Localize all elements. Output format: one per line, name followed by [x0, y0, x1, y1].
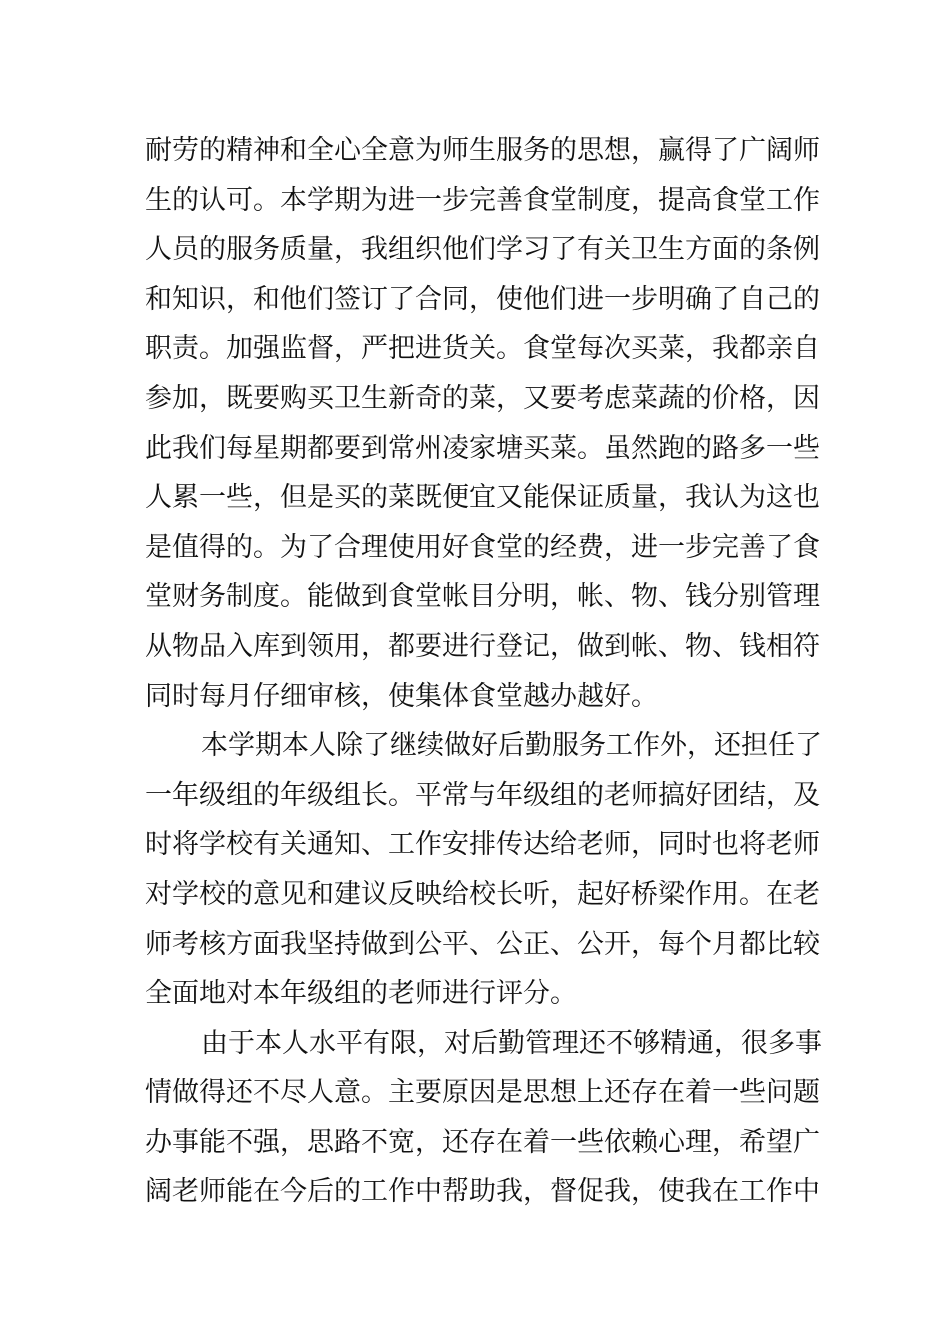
- text-line: 堂财务制度。能做到食堂帐目分明，帐、物、钱分别管理: [145, 581, 820, 613]
- text-line: 阔老师能在今后的工作中帮助我，督促我，使我在工作中: [145, 1176, 820, 1208]
- text-line: 办事能不强，思路不宽，还存在着一些依赖心理，希望广: [145, 1126, 820, 1158]
- text-line: 对学校的意见和建议反映给校长听，起好桥梁作用。在老: [145, 878, 820, 910]
- paragraph-start-line: 本学期本人除了继续做好后勤服务工作外，还担任了: [201, 730, 822, 762]
- text-line: 一年级组的年级组长。平常与年级组的老师搞好团结，及: [145, 779, 820, 811]
- text-line: 同时每月仔细审核，使集体食堂越办越好。: [145, 680, 658, 712]
- paragraph-start-line: 由于本人水平有限，对后勤管理还不够精通，很多事: [201, 1027, 822, 1059]
- text-line: 耐劳的精神和全心全意为师生服务的思想，赢得了广阔师: [145, 135, 820, 166]
- text-line: 和知识，和他们签订了合同，使他们进一步明确了自己的: [145, 283, 820, 315]
- document-body: [145, 126, 822, 1217]
- text-line: 此我们每星期都要到常州凌家塘买菜。虽然跑的路多一些: [145, 432, 820, 464]
- text-line: 是值得的。为了合理使用好食堂的经费，进一步完善了食: [145, 531, 820, 563]
- text-line: 时将学校有关通知、工作安排传达给老师，同时也将老师: [145, 829, 820, 861]
- text-line: 参加，既要购买卫生新奇的菜，又要考虑菜蔬的价格，因: [145, 382, 820, 414]
- text-line: 师考核方面我坚持做到公平、公正、公开，每个月都比较: [145, 928, 820, 960]
- text-line: 生的认可。本学期为进一步完善食堂制度，提高食堂工作: [145, 184, 820, 216]
- text-line: 全面地对本年级组的老师进行评分。: [145, 978, 577, 1010]
- text-line: 职责。加强监督，严把进货关。食堂每次买菜，我都亲自: [145, 333, 820, 365]
- text-line: 人员的服务质量，我组织他们学习了有关卫生方面的条例: [145, 234, 820, 266]
- text-line: 情做得还不尽人意。主要原因是思想上还存在着一些问题: [145, 1077, 820, 1109]
- text-line: 人累一些，但是买的菜既便宜又能保证质量，我认为这也: [145, 482, 820, 514]
- text-line: 从物品入库到领用，都要进行登记，做到帐、物、钱相符: [145, 630, 820, 662]
